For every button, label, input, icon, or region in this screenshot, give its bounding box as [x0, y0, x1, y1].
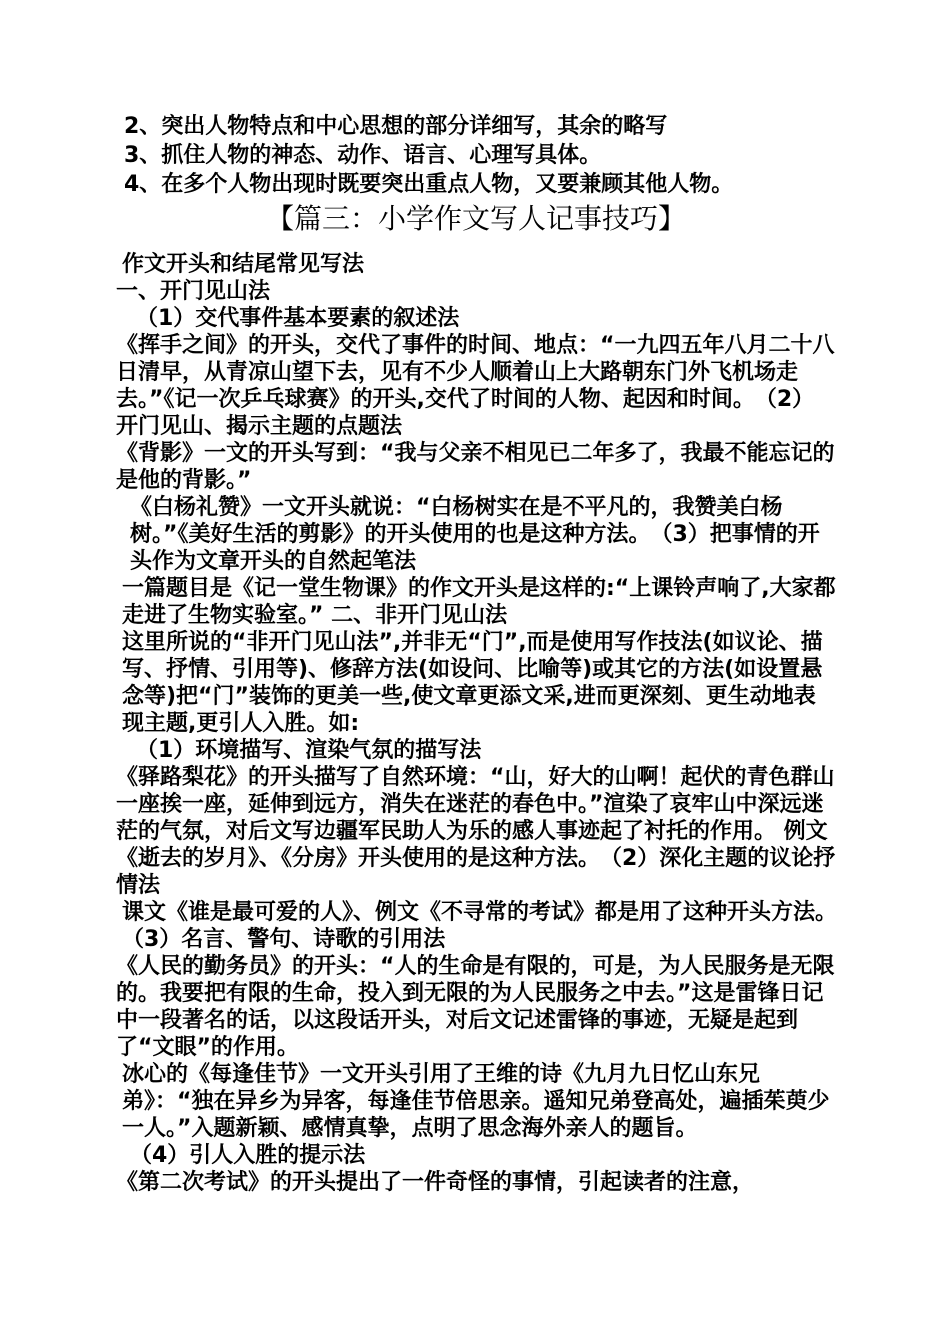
- intro-item-4: 4、在多个人物出现时既要突出重点人物，又要兼顾其他人物。: [124, 172, 734, 197]
- sub-heading-2-1: （1）环境描写、渲染气氛的描写法: [136, 738, 482, 763]
- paragraph-white-poplar: 《白杨礼赞》一文开头就说：“白杨树实在是不平凡的，我赞美白杨树。”《美好生活的剪影》的开头使用的也是这种方法。 （3）把事情的开头作为文章开头的自然起笔法: [130, 495, 820, 574]
- paragraph-biology-class: 一篇题目是《记一堂生物课》的作文开头是这样的:“上课铃声响了,大家都走进了生物实验室。” 二、非开门见山法: [122, 576, 836, 628]
- paragraph-pear-flower: 《驿路梨花》的开头描写了自然环境：“山，好大的山啊！起伏的青色群山一座挨一座，延伸到远方，消失在迷茫的春色中。”渲染了哀牢山中深远迷茫的气氛，对后文写边疆军民助人为乐的感人事迹起了衬托的作用。 例文《逝去的岁月》、《分房》开头使用的是这种方法。 （2）深化主题的议论抒情法: [116, 765, 836, 898]
- paragraph-bing-xin: 冰心的《每逢佳节》一文开头引用了王维的诗《九月九日忆山东兄弟》：“独在异乡为异客，每逢佳节倍思亲。遥知兄弟登高处，遍插茱萸少一人。”入题新颖、感情真挚，点明了思念海外亲人的题旨。: [122, 1062, 830, 1141]
- paragraph-lei-feng: 《人民的勤务员》的开头：“人的生命是有限的，可是，为人民服务是无限的。我要把有限的生命，投入到无限的为人民服务之中去。”这是雷锋日记中一段著名的话，以这段话开头，对后文记述雷锋的事迹，无疑是起到了“文眼”的作用。: [116, 954, 835, 1060]
- sub-heading-2-4: （4）引人入胜的提示法: [130, 1143, 366, 1168]
- paragraph-second-exam: 《第二次考试》的开头提出了一件奇怪的事情，引起读者的注意，: [116, 1170, 755, 1195]
- method-heading-1: 一、开门见山法: [116, 279, 271, 304]
- intro-item-2: 2、突出人物特点和中心思想的部分详细写，其余的略写: [124, 114, 668, 139]
- intro-item-3: 3、抓住人物的神态、动作、语言、心理写具体。: [124, 143, 602, 168]
- document-body: [116, 112, 849, 1196]
- paragraph-wave-hands: 《挥手之间》的开头，交代了事件的时间、地点：“一九四五年八月二十八日清早，从青凉山望下去，见有不少人顺着山上大路朝东门外飞机场走去。”《记一次乒乓球赛》的开头,交代了时间的人物、起因和时间。 （2）开门见山、揭示主题的点题法: [116, 333, 835, 439]
- sub-heading-1-1: （1）交代事件基本要素的叙述法: [136, 306, 460, 331]
- paragraph-non-direct: 这里所说的“非开门见山法”,并非无“门”,而是使用写作技法(如议论、描写、抒情、引用等)、修辞方法(如设问、比喻等)或其它的方法(如设置悬念等)把“门”装饰的更美一些,使文章更添文采,进而更深刻、更生动地表现主题,更引人入胜。如:: [122, 630, 823, 736]
- paragraph-back-view: 《背影》一文的开头写到：“我与父亲不相见已二年多了，我最不能忘记的是他的背影。”: [116, 441, 835, 493]
- section-title: 【篇三：小学作文写人记事技巧】: [265, 202, 686, 235]
- essay-heading: 作文开头和结尾常见写法: [122, 252, 365, 277]
- paragraph-loveliest: 课文《谁是最可爱的人》、例文《不寻常的考试》都是用了这种开头方法。 （3）名言、警句、诗歌的引用法: [122, 900, 849, 952]
